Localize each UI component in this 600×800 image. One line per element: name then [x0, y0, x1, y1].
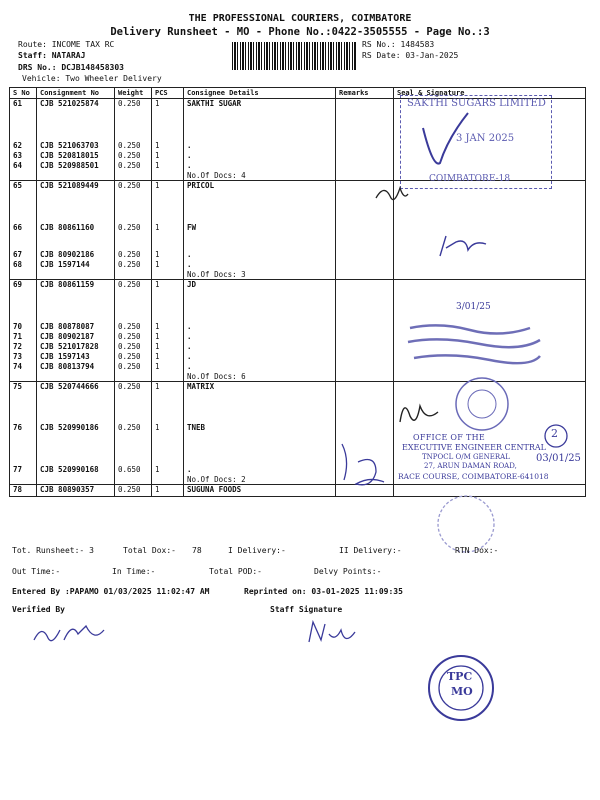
out-time: Out Time:- [12, 567, 61, 576]
cell-cno: CJB 80861159 [37, 280, 115, 322]
table-row [10, 485, 586, 497]
jd-date: 3/01/25 [456, 302, 491, 312]
cell-pcs: 1 [152, 322, 184, 332]
cell-detail: . [184, 332, 336, 342]
cell-wt: 0.250 [115, 181, 152, 223]
verifier-signature [30, 620, 110, 650]
cell-remarks [336, 250, 394, 260]
table-row [10, 250, 586, 260]
cell-empty [37, 270, 115, 280]
rs-date: RS Date: 03-Jan-2025 [362, 51, 459, 60]
cell-detail: . [184, 260, 336, 270]
cell-cno: CJB 521025874 [37, 99, 115, 141]
cell-sno: 63 [10, 151, 37, 161]
cell-pcs: 1 [152, 382, 184, 423]
runsheet-subtitle: Delivery Runsheet - MO - Phone No.:0422-3505555 - Page No.:3 [110, 26, 490, 38]
total-dox-value: 78 [192, 546, 202, 555]
cell-remarks [336, 280, 394, 322]
cell-empty [336, 171, 394, 181]
vehicle: Vehicle: Two Wheeler Delivery [22, 74, 162, 83]
cell-remarks [336, 260, 394, 270]
cell-detail: JD [184, 280, 336, 322]
tpc-seal-bottom: MO [451, 685, 473, 698]
cell-cno: CJB 80878087 [37, 322, 115, 332]
table-row [10, 280, 586, 322]
cell-wt: 0.250 [115, 223, 152, 250]
cell-empty [37, 372, 115, 382]
cell-sno: 61 [10, 99, 37, 141]
cell-cno: CJB 521017828 [37, 342, 115, 352]
staff-signature: Staff Signature [270, 605, 343, 614]
cell-sno: 74 [10, 362, 37, 372]
cell-empty [152, 270, 184, 280]
cell-pcs: 1 [152, 332, 184, 342]
cell-remarks [336, 332, 394, 342]
rtn-dox: RTN Dox:- [455, 546, 499, 555]
cell-cno: CJB 520818015 [37, 151, 115, 161]
in-time: In Time:- [112, 567, 156, 576]
cell-remarks [336, 342, 394, 352]
jd-round-seal [452, 374, 512, 434]
cell-sno: 62 [10, 141, 37, 151]
cell-wt: 0.250 [115, 382, 152, 423]
signature-sakthi [418, 108, 478, 178]
cell-empty [152, 372, 184, 382]
tpc-seal-top: TPC [447, 670, 473, 683]
cell-detail: . [184, 342, 336, 352]
cell-sno: 66 [10, 223, 37, 250]
cell-wt: 0.250 [115, 362, 152, 372]
cell-empty [10, 475, 37, 485]
signature-tneb [340, 440, 390, 495]
cell-sno: 71 [10, 332, 37, 342]
cell-wt: 0.250 [115, 141, 152, 151]
cell-empty [10, 171, 37, 181]
signature-fw [436, 232, 496, 262]
cell-cno: CJB 521089449 [37, 181, 115, 223]
cell-empty [115, 372, 152, 382]
cell-empty [394, 270, 586, 280]
tneb-stamp-l5: RACE COURSE, COIMBATORE-641018 [398, 472, 549, 481]
cell-remarks [336, 223, 394, 250]
cell-pcs: 1 [152, 362, 184, 372]
entered-by: Entered By :PAPAMO 01/03/2025 11:02:47 AM [12, 587, 210, 596]
cell-empty [336, 270, 394, 280]
table-row [10, 260, 586, 270]
cell-wt: 0.650 [115, 465, 152, 475]
cell-remarks [336, 352, 394, 362]
cell-detail: . [184, 362, 336, 372]
cell-cno: CJB 1597143 [37, 352, 115, 362]
sakthi-stamp-date: 3 JAN 2025 [456, 133, 515, 144]
ii-delivery: II Delivery:- [339, 546, 402, 555]
cell-sno: 75 [10, 382, 37, 423]
cell-sno: 64 [10, 161, 37, 171]
cell-cno: CJB 80902186 [37, 250, 115, 260]
tot-runsheet: Tot. Runsheet:- 3 [12, 546, 94, 555]
cell-sno: 65 [10, 181, 37, 223]
tneb-stamp-l4: 27, ARUN DAMAN ROAD, [424, 462, 517, 470]
cell-pcs: 1 [152, 151, 184, 161]
cell-cno: CJB 520990186 [37, 423, 115, 465]
cell-pcs: 1 [152, 352, 184, 362]
cell-sno: 67 [10, 250, 37, 260]
cell-empty [115, 475, 152, 485]
cell-detail: . [184, 151, 336, 161]
i-delivery: I Delivery:- [228, 546, 286, 555]
cell-pcs: 1 [152, 181, 184, 223]
total-dox: Total Dox:- [123, 546, 176, 555]
rs-no: RS No.: 1484583 [362, 40, 435, 49]
cell-detail: . [184, 322, 336, 332]
drs-no: DRS No.: DCJB148458303 [18, 63, 124, 72]
cell-wt: 0.250 [115, 352, 152, 362]
cell-seal [394, 280, 586, 322]
cell-wt: 0.250 [115, 485, 152, 497]
docs-count: No.Of Docs: 6 [184, 372, 336, 382]
cell-cno: CJB 80813794 [37, 362, 115, 372]
cell-pcs: 1 [152, 141, 184, 151]
cell-remarks [336, 161, 394, 171]
cell-remarks [336, 362, 394, 372]
cell-remarks [336, 141, 394, 151]
cell-cno: CJB 520988501 [37, 161, 115, 171]
cell-sno: 77 [10, 465, 37, 475]
cell-empty [115, 270, 152, 280]
cell-detail: MATRIX [184, 382, 336, 423]
cell-detail: . [184, 250, 336, 260]
cell-detail: . [184, 161, 336, 171]
cell-cno: CJB 521063703 [37, 141, 115, 151]
total-pod: Total POD:- [209, 567, 262, 576]
company-title: THE PROFESSIONAL COURIERS, COIMBATORE [188, 13, 412, 24]
tneb-stamp-l1: OFFICE OF THE [413, 433, 486, 442]
cell-pcs: 1 [152, 99, 184, 141]
cell-empty [37, 171, 115, 181]
cell-detail: SUGUNA FOODS [184, 485, 336, 497]
cell-empty [115, 171, 152, 181]
cell-remarks [336, 322, 394, 332]
cell-pcs: 1 [152, 485, 184, 497]
barcode [232, 42, 356, 70]
cell-detail: . [184, 352, 336, 362]
col-remarks: Remarks [336, 88, 394, 99]
cell-pcs: 1 [152, 223, 184, 250]
cell-pcs: 1 [152, 423, 184, 465]
signature-matrix [394, 392, 444, 432]
tneb-stamp-l2: EXECUTIVE ENGINEER CENTRAL [402, 443, 546, 452]
docs-count: No.Of Docs: 4 [184, 171, 336, 181]
docs-row [10, 270, 586, 280]
col-seal: Seal & Signature [394, 88, 586, 99]
tneb-circle-number: 2 [551, 427, 558, 440]
cell-cno: CJB 1597144 [37, 260, 115, 270]
cell-wt: 0.250 [115, 250, 152, 260]
cell-wt: 0.250 [115, 151, 152, 161]
cell-detail: . [184, 465, 336, 475]
cell-wt: 0.250 [115, 322, 152, 332]
cell-wt: 0.250 [115, 342, 152, 352]
col-pcs: PCS [152, 88, 184, 99]
col-sno: S No [10, 88, 37, 99]
sakthi-stamp-city: COIMBATORE-18 [429, 174, 511, 184]
cell-pcs: 1 [152, 280, 184, 322]
route: Route: INCOME TAX RC [18, 40, 115, 49]
jd-stamp-scribble [400, 318, 550, 378]
cell-remarks [336, 151, 394, 161]
tneb-date: 03/01/25 [536, 453, 581, 464]
cell-remarks [336, 382, 394, 423]
docs-count: No.Of Docs: 2 [184, 475, 336, 485]
cell-empty [37, 475, 115, 485]
cell-remarks [336, 99, 394, 141]
cell-sno: 68 [10, 260, 37, 270]
cell-detail: . [184, 141, 336, 151]
cell-pcs: 1 [152, 465, 184, 475]
table-row [10, 223, 586, 250]
cell-cno: CJB 80890357 [37, 485, 115, 497]
cell-cno: CJB 520744666 [37, 382, 115, 423]
cell-empty [152, 171, 184, 181]
cell-cno: CJB 80861160 [37, 223, 115, 250]
col-weight: Weight [115, 88, 152, 99]
cell-detail: PRICOL [184, 181, 336, 223]
cell-wt: 0.250 [115, 332, 152, 342]
cell-cno: CJB 80902187 [37, 332, 115, 342]
cell-wt: 0.250 [115, 423, 152, 465]
delvy-points: Delvy Points:- [314, 567, 382, 576]
cell-detail: TNEB [184, 423, 336, 465]
docs-count: No.Of Docs: 3 [184, 270, 336, 280]
cell-cno: CJB 520990168 [37, 465, 115, 475]
cell-detail: FW [184, 223, 336, 250]
cell-empty [10, 372, 37, 382]
verified-by: Verified By [12, 605, 65, 614]
cell-sno: 70 [10, 322, 37, 332]
cell-detail: SAKTHI SUGAR [184, 99, 336, 141]
cell-sno: 76 [10, 423, 37, 465]
cell-empty [152, 475, 184, 485]
cell-pcs: 1 [152, 260, 184, 270]
cell-sno: 72 [10, 342, 37, 352]
cell-wt: 0.250 [115, 99, 152, 141]
cell-pcs: 1 [152, 250, 184, 260]
cell-sno: 69 [10, 280, 37, 322]
cell-wt: 0.250 [115, 260, 152, 270]
cell-empty [10, 270, 37, 280]
cell-wt: 0.250 [115, 161, 152, 171]
cell-wt: 0.250 [115, 280, 152, 322]
cell-pcs: 1 [152, 342, 184, 352]
reprinted-on: Reprinted on: 03-01-2025 11:09:35 [244, 587, 403, 596]
staff: Staff: NATARAJ [18, 51, 86, 60]
sakthi-stamp-name: SAKTHI SUGARS LIMITED [407, 98, 546, 109]
tneb-stamp-l3: TNPOCL O/M GENERAL [422, 453, 510, 461]
cell-pcs: 1 [152, 161, 184, 171]
cell-sno: 73 [10, 352, 37, 362]
staff-signature-mark [305, 618, 365, 648]
signature-pricol [372, 180, 412, 210]
col-consignment: Consignment No [37, 88, 115, 99]
cell-sno: 78 [10, 485, 37, 497]
cell-empty [336, 372, 394, 382]
col-consignee: Consignee Details [184, 88, 336, 99]
